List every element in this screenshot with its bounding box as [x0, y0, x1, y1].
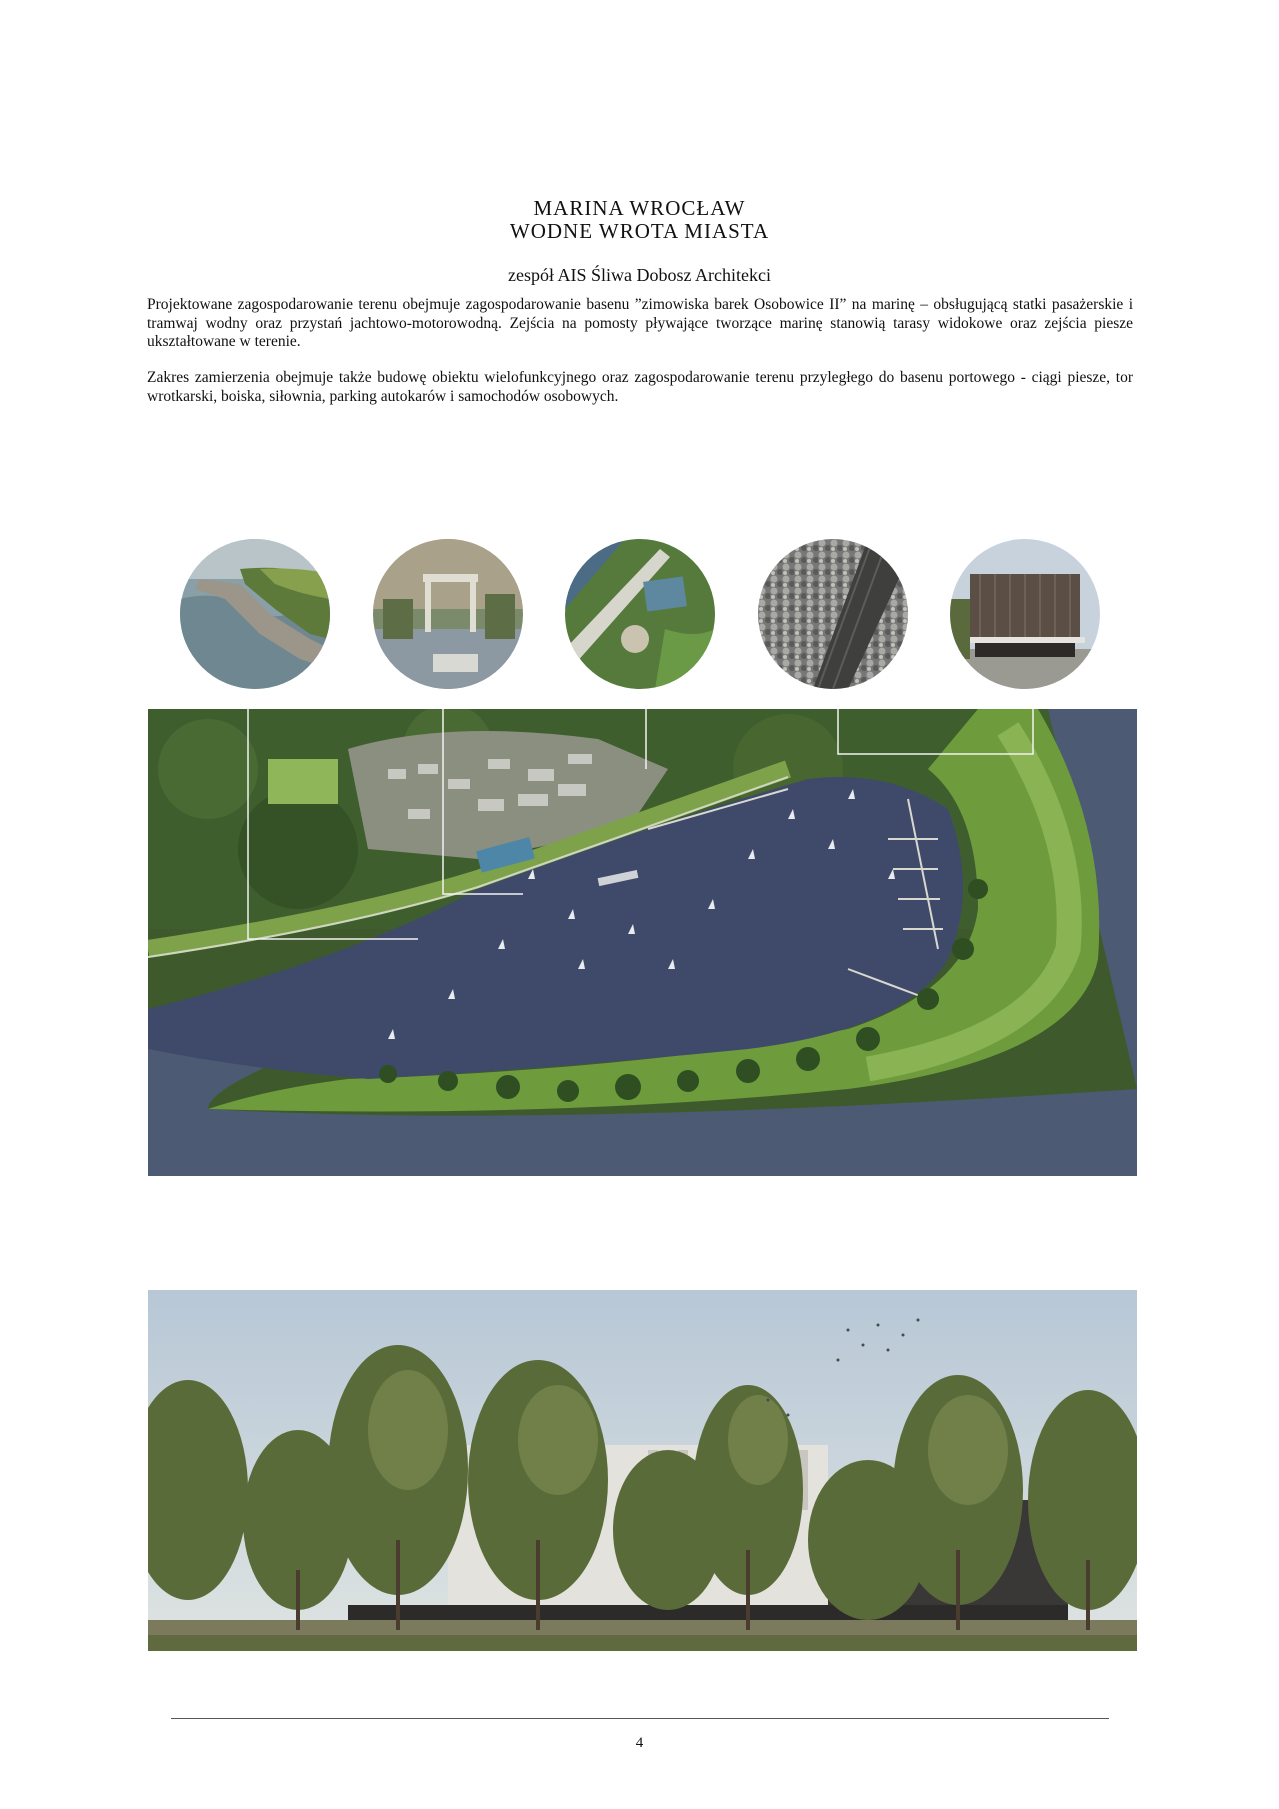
page-number: 4 [635, 1735, 644, 1751]
stone-boardwalk-photo [758, 539, 908, 689]
author-line: zespół AIS Śliwa Dobosz Architekci [508, 265, 771, 285]
footer-divider [171, 1718, 1109, 1719]
multifunctional-building-render [148, 1290, 1137, 1651]
description-paragraph-1: Projektowane zagospodarowanie terenu obejmuje zagospodarowanie basenu ”zimowiska barek Osobowice II” na marinę – obsługującą statki pasażerskie i tramwaj wodny oraz przystań jachtowo-motorowodną. Zejścia na pomosty pływające tworzące marinę stanowią tarasy widokowe oraz zejścia piesze ukształtowane w terenie. [147, 296, 1133, 350]
pergola-terrace-photo [373, 539, 523, 689]
breakwater-photo [180, 539, 330, 689]
aerial-park-photo [565, 539, 715, 689]
wooden-building-photo [950, 539, 1100, 689]
marina-aerial-plan [148, 709, 1137, 1176]
document-title-line1: MARINA WROCŁAW [533, 196, 746, 220]
document-title-line2: WODNE WROTA MIASTA [509, 219, 770, 243]
description-paragraph-2: Zakres zamierzenia obejmuje także budowę obiektu wielofunkcyjnego oraz zagospodarowanie terenu przyległego do basenu portowego - ciągi piesze, tor wrotkarski, boiska, siłownia, parking autokarów i samochodów osobowych. [147, 369, 1133, 405]
